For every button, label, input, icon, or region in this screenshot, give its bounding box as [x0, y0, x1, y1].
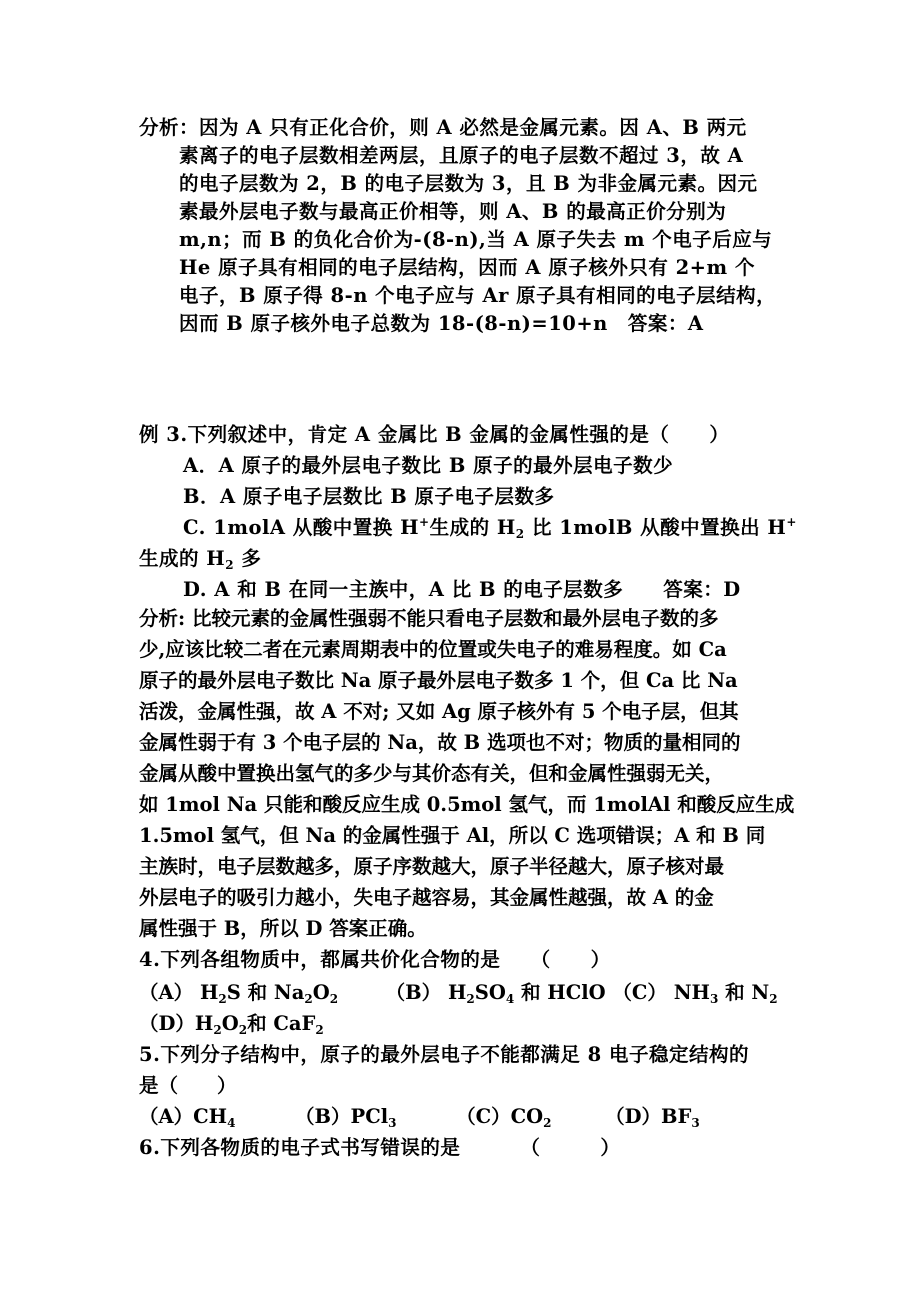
analysis-line: 属性强于 B，所以 D 答案正确。	[139, 917, 427, 940]
option-label: （D）	[139, 1012, 195, 1035]
answer-parenthesis: （ ）	[520, 1136, 621, 1159]
option-label: （D）	[605, 1105, 661, 1128]
option-label: （C）	[456, 1105, 511, 1128]
question-5-continued: 是（ ）	[139, 1074, 237, 1097]
option-label: （B）	[295, 1105, 351, 1128]
analysis-line: 主族时，电子层数越多，原子序数越大，原子半径越大，原子核对最	[139, 855, 725, 878]
analysis-line: 素最外层电子数与最高正价相等，则 A、B 的最高正价分别为	[179, 200, 727, 223]
option-a: A．A 原子的最外层电子数比 B 原子的最外层电子数少	[183, 454, 674, 477]
analysis-line: 活泼，金属性强，故 A 不对; 又如 Ag 原子核外有 5 个电子层，但其	[139, 700, 739, 723]
question-5-options: $(A)CH_4$ （B）PCl$_3$ $(C)CO_2$ $(D)BF_3$	[139, 1105, 700, 1130]
option-label: （B）	[385, 981, 442, 1004]
analysis-line: 金属从酸中置换出氢气的多少与其价态有关，但和金属性强弱无关，	[139, 762, 725, 785]
analysis-line: m,n；而 B 的负化合价为-(8-n),当 A 原子失去 m 个电子后应与	[179, 228, 773, 251]
question-5: 5.下列分子结构中，原子的最外层电子不能都满足 8 电子稳定结构的	[139, 1043, 750, 1066]
option-c: C. 1molA 从酸中置换 H+生成的 $H_2$ 比 1molB 从酸中置换出 H+	[183, 515, 797, 541]
analysis-line: 如 1mol Na 只能和酸反应生成 0.5mol 氢气，而 1molAl 和酸反应生成	[139, 793, 795, 816]
question-4: 4.下列各组物质中，都属共价化合物的是 （ ）	[139, 948, 611, 971]
option-b: B．A 原子电子层数比 B 原子电子层数多	[183, 485, 555, 508]
analysis-line: 少,应该比较二者在元素周期表中的位置或失电子的难易程度。如 Ca	[139, 638, 727, 661]
option-label: （A）	[139, 981, 194, 1004]
example-question: 例 3.下列叙述中，肯定 A 金属比 B 金属的金属性强的是（ ）	[139, 423, 730, 446]
analysis-line: 原子的最外层电子数比 Na 原子最外层电子数多 1 个，但 Ca 比 Na	[139, 669, 738, 692]
analysis-line: 1.5mol 氢气，但 Na 的金属性强于 Al，所以 C 选项错误；A 和 B 同	[139, 824, 766, 847]
analysis-line: 的电子层数为 2，B 的电子层数为 3，且 B 为非金属元素。因元	[179, 172, 758, 195]
question-6: 6.下列各物质的电子式书写错误的是 （ ）	[139, 1136, 621, 1159]
option-label: （A）	[139, 1105, 194, 1128]
analysis-line: 素离子的电子层数相差两层，且原子的电子层数不超过 3，故 A	[179, 144, 744, 167]
analysis-line: 外层电子的吸引力越小，失电子越容易，其金属性越强，故 A 的金	[139, 886, 714, 909]
analysis-line: 分析：因为 A 只有正化合价，则 A 必然是金属元素。因 A、B 两元	[139, 116, 747, 139]
analysis-line: 分析: 比较元素的金属性强弱不能只看电子层数和最外层电子数的多	[139, 607, 719, 630]
analysis-line: 电子，B 原子得 8-n 个电子应与 Ar 原子具有相同的电子层结构，	[179, 284, 777, 307]
analysis-line: 因而 B 原子核外电子总数为 18-(8-n)=10+n 答案：A	[179, 312, 704, 335]
option-c-continued: 生成的 $H_2$ 多	[139, 547, 262, 572]
analysis-line: He 原子具有相同的电子层结构，因而 A 原子核外只有 2+m 个	[179, 256, 755, 279]
option-label: （C）	[612, 981, 667, 1004]
option-d: D. A 和 B 在同一主族中，A 比 B 的电子层数多 答案：D	[183, 578, 741, 601]
question-4-options-continued: $(D)H_2O_2$和 CaF$_2$	[139, 1012, 324, 1037]
answer-label: 答案：D	[663, 578, 741, 601]
analysis-line: 金属性弱于有 3 个电子层的 Na，故 B 选项也不对；物质的量相同的	[139, 731, 741, 754]
question-4-options: （A） $H_2S$ 和 $Na_2O_2$ （B） $H_2SO_4$ 和 HClO （C） $NH_3$ 和 $N_2$	[139, 981, 778, 1006]
